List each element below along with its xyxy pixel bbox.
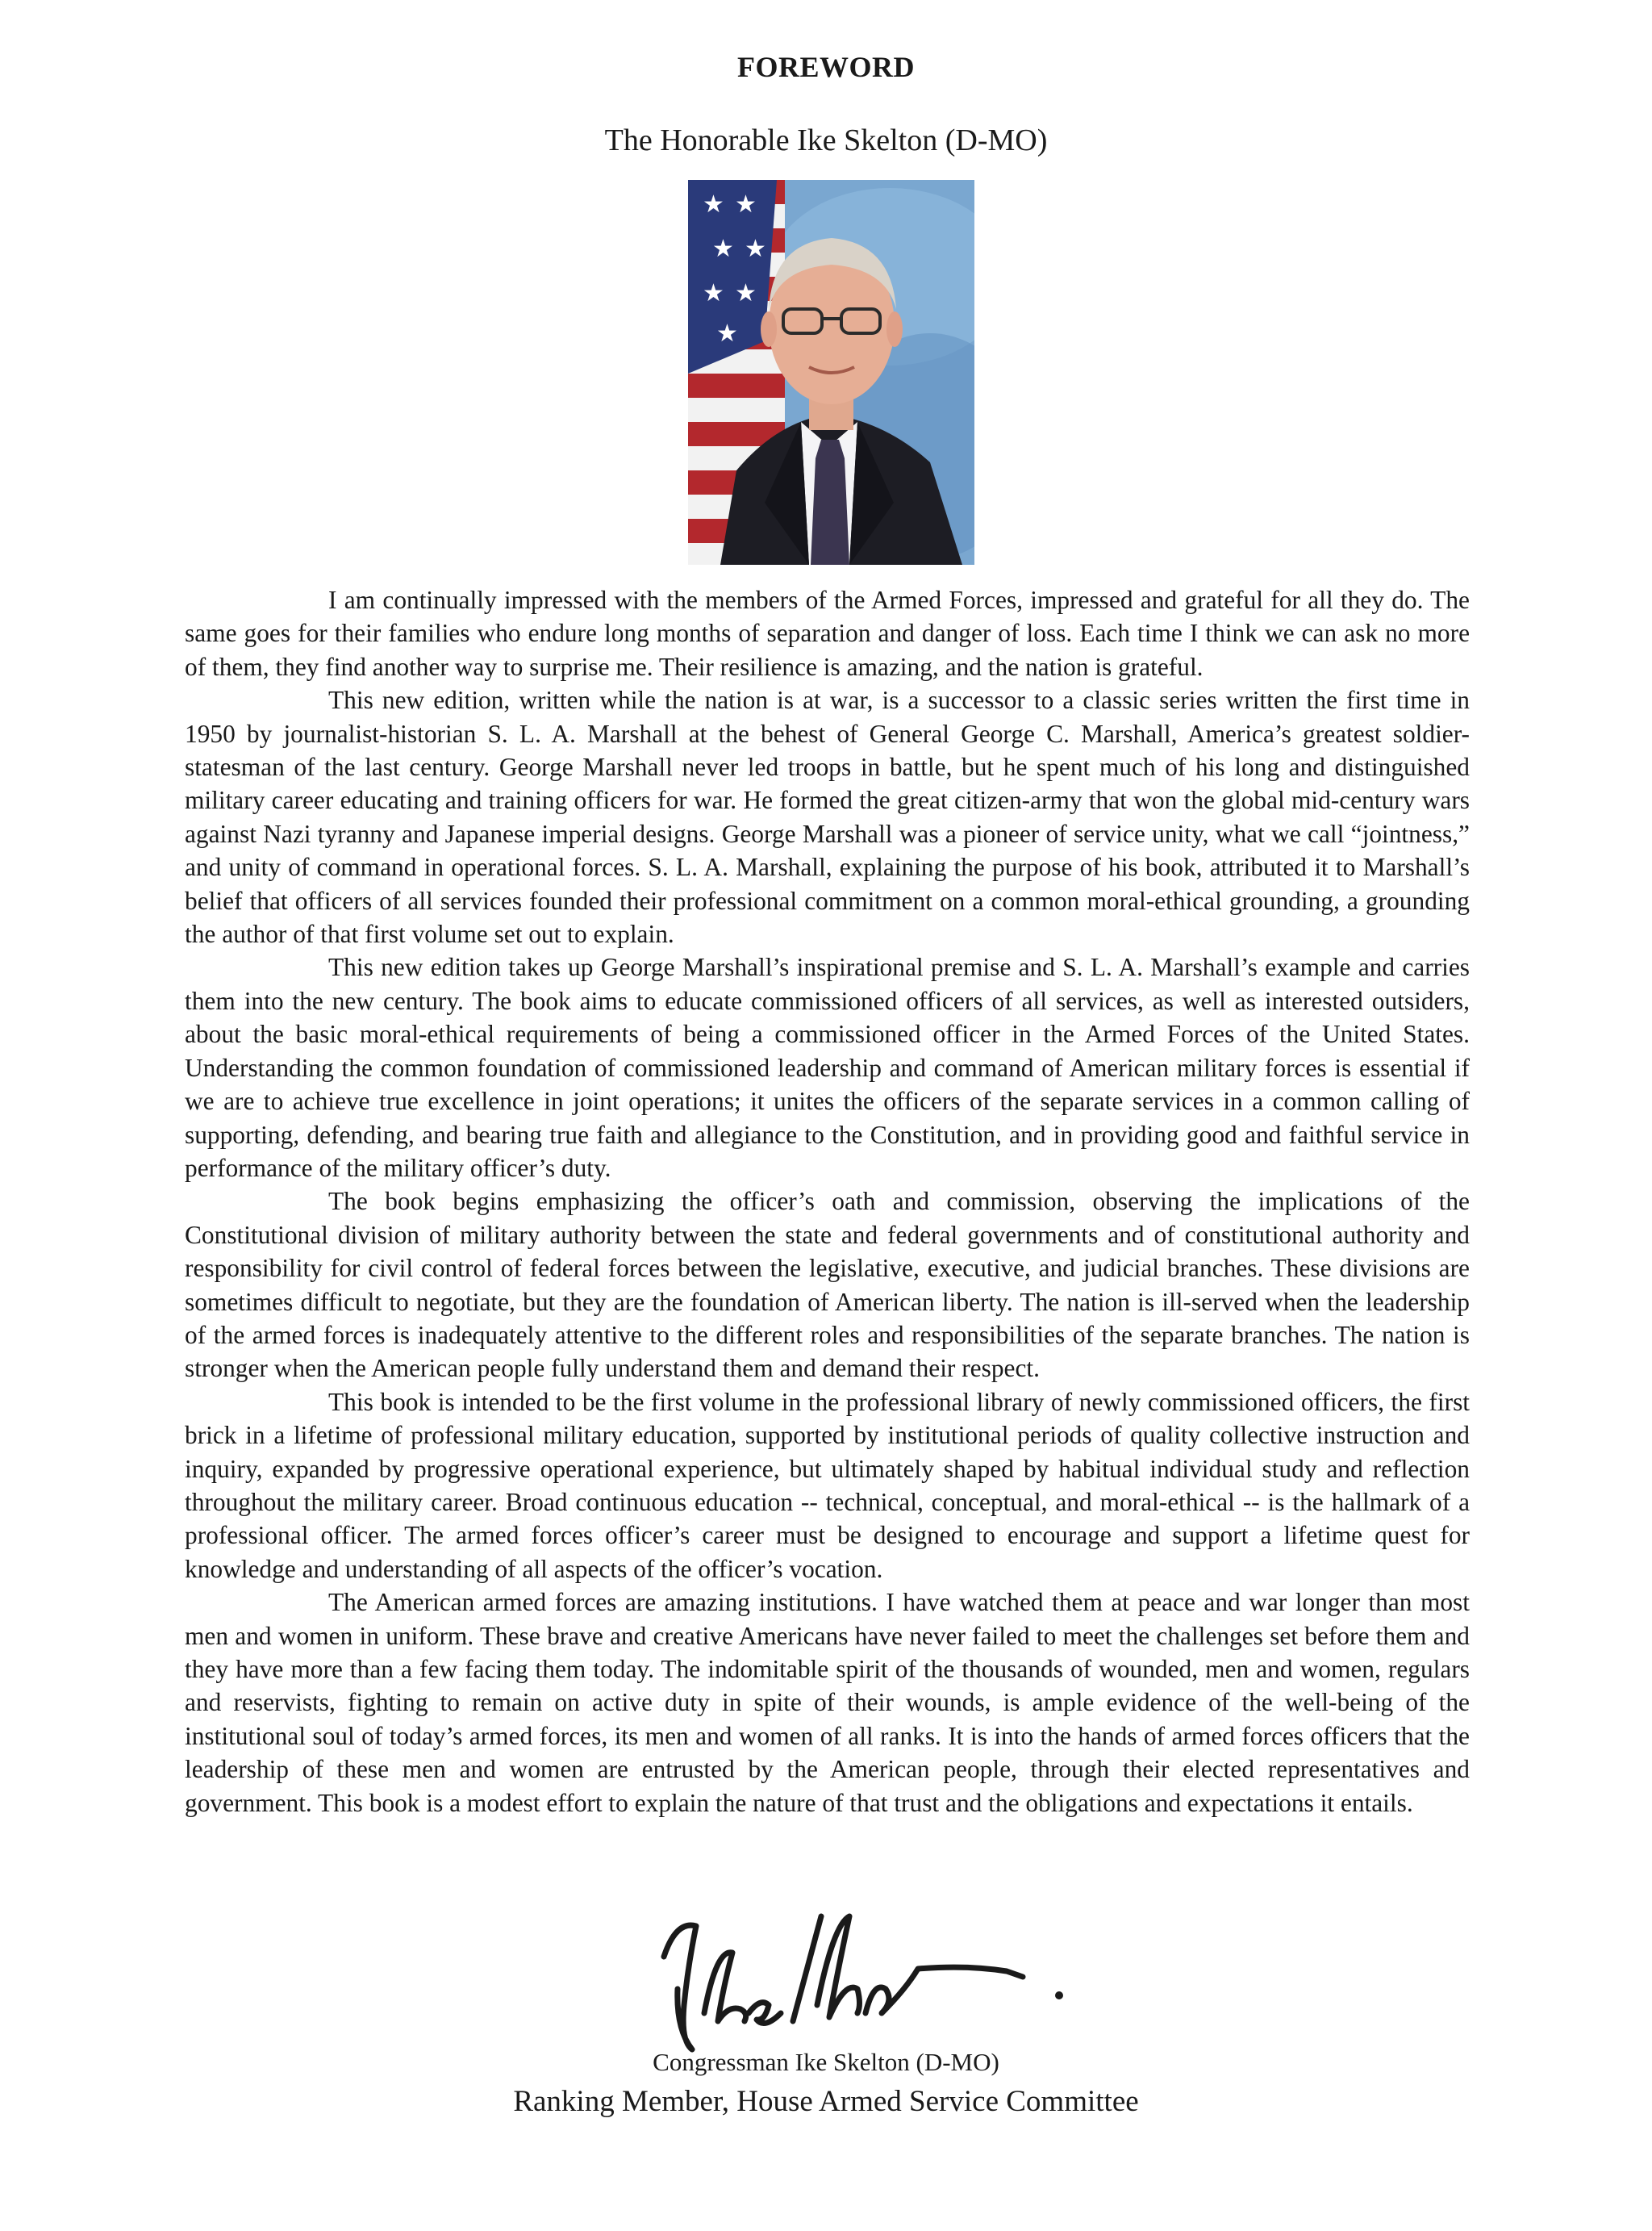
body-paragraph-1: I am continually impressed with the members of the Armed Forces, impressed and grateful for all they do. The same goes for their families who endure long months of separation and danger of loss. Each time I think we can ask no more of them, they find another way to surprise me. Their resilience is amazing, and the nation is grateful. bbox=[185, 586, 1470, 681]
page-heading: FOREWORD bbox=[737, 51, 915, 83]
portrait-illustration bbox=[688, 180, 974, 565]
svg-text:★: ★ bbox=[735, 190, 757, 219]
signer-name: Congressman Ike Skelton (D-MO) bbox=[653, 2048, 999, 2076]
svg-text:★: ★ bbox=[735, 279, 757, 307]
body-paragraph-3: This new edition takes up George Marshall’s inspirational premise and S. L. A. Marshall’s example and carries them into the new century. The book aims to educate commissioned officers of all services, as well as interested outsiders, about the basic moral-ethical requirements of being a commissioned officer in the Armed Forces of the United States. Understanding the common foundation of commissioned leadership and command of American military forces is essential if we are to achieve true excellence in joint operations; it unites the officers of the separate services in a common calling of supporting, defending, and bearing true faith and allegiance to the Constitution, and in providing good and faithful service in performance of the military officer’s duty. bbox=[185, 953, 1470, 1182]
body-paragraph-4: The book begins emphasizing the officer’s oath and commission, observing the implications of the Constitutional division of military authority between the state and federal governments and of constitutional authority and responsibility for civil control of federal forces between the legislative, executive, and judicial branches. These divisions are sometimes difficult to negotiate, but they are the foundation of American liberty. The nation is ill-served when the leadership of the armed forces is inadequately attentive to the different roles and responsibilities of the separate branches. The nation is stronger when the American people fully understand them and demand their respect. bbox=[185, 1187, 1470, 1383]
foreword-body bbox=[185, 583, 1470, 1819]
handwritten-signature bbox=[628, 1892, 1079, 2062]
body-paragraph-2: This new edition, written while the nation is at war, is a successor to a classic series written the first time in 1950 by journalist-historian S. L. A. Marshall at the behest of General George C. Marshall, America’s greatest soldier-statesman of the last century. George Marshall never led troops in battle, but he spent much of his long and distinguished military career educating and training officers for war. He formed the great citizen-army that won the global mid-century wars against Nazi tyranny and Japanese imperial designs. George Marshall was a pioneer of service unity, what we call “jointness,” and unity of command in operational forces. S. L. A. Marshall, explaining the purpose of his book, attributed it to Marshall’s belief that officers of all services founded their professional commitment on a common moral-ethical grounding, a grounding the author of that first volume set out to explain. bbox=[185, 686, 1470, 949]
svg-text:★: ★ bbox=[745, 235, 766, 263]
svg-text:★: ★ bbox=[716, 320, 738, 348]
signature-icon bbox=[628, 1892, 1079, 2062]
page-subheading: The Honorable Ike Skelton (D-MO) bbox=[604, 123, 1048, 157]
svg-text:★: ★ bbox=[703, 190, 724, 219]
svg-text:★: ★ bbox=[703, 279, 724, 307]
signer-title: Ranking Member, House Armed Service Committee bbox=[513, 2085, 1139, 2118]
body-paragraph-6: The American armed forces are amazing institutions. I have watched them at peace and war longer than most men and women in uniform. These brave and creative Americans have never failed to meet the challenges set before them and they have more than a few facing them today. The indomitable spirit of the thousands of wounded, men and women, regulars and reservists, fighting to remain on active duty in spite of their wounds, is ample evidence of the well-being of the institutional soul of today’s armed forces, its men and women of all ranks. It is into the hands of armed forces officers that the leadership of these men and women are entrusted by the American people, through their elected representatives and government. This book is a modest effort to explain the nature of that trust and the obligations and expectations it entails. bbox=[185, 1588, 1470, 1817]
portrait-photo bbox=[688, 180, 974, 565]
body-paragraph-5: This book is intended to be the first volume in the professional library of newly commissioned officers, the first brick in a lifetime of professional military education, supported by institutional periods of quality collective instruction and inquiry, expanded by progressive operational experience, but ultimately shaped by habitual individual study and reflection throughout the military career. Broad continuous education -- technical, conceptual, and moral-ethical -- is the hallmark of a professional officer. The armed forces officer’s career must be designed to encourage and support a lifetime quest for knowledge and understanding of all aspects of the officer’s vocation. bbox=[185, 1387, 1470, 1583]
svg-text:★: ★ bbox=[712, 235, 734, 263]
